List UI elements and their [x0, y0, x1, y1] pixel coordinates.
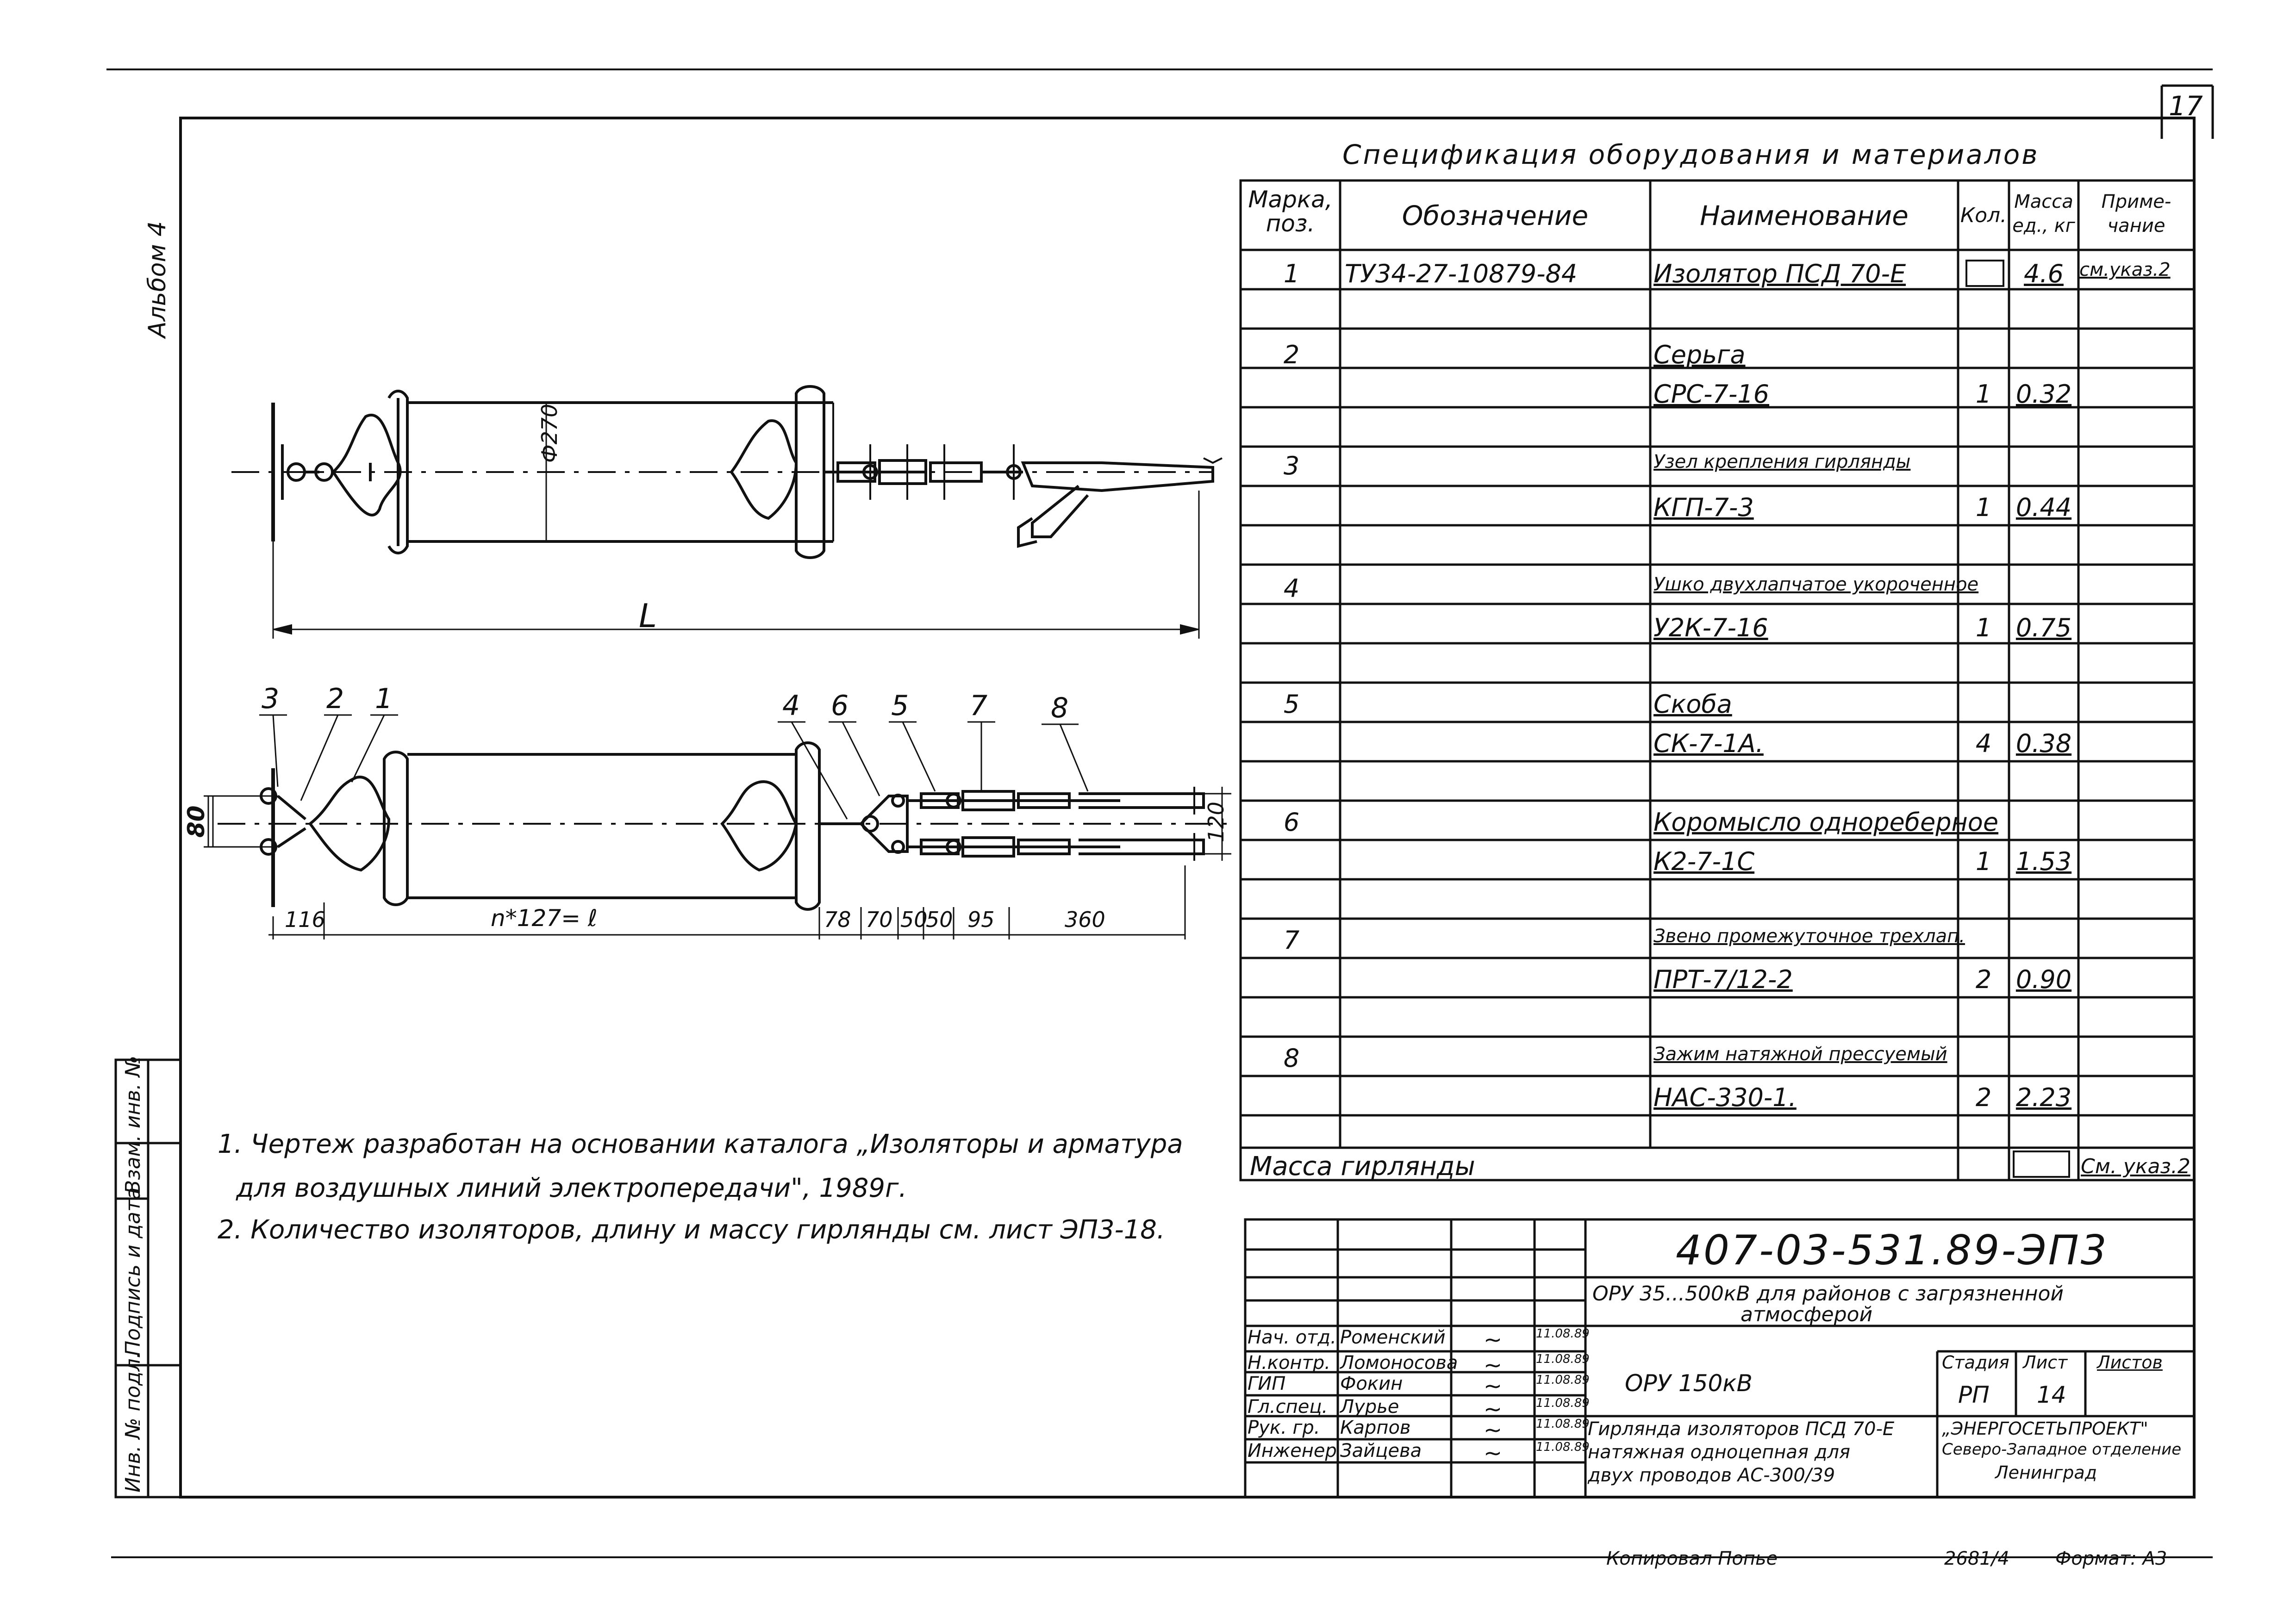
- top-length-label: L: [639, 597, 657, 635]
- signature-sign: ~: [1483, 1417, 1503, 1443]
- copied-by: Копировал Попье: [1606, 1548, 1778, 1569]
- signature-role: Н.контр.: [1248, 1352, 1330, 1374]
- spec-cell-name: СРС-7-16: [1653, 379, 1770, 409]
- spec-cell-name: К2-7-1С: [1653, 847, 1755, 876]
- dim-50b: 50: [926, 907, 953, 932]
- callout-3: 3: [262, 683, 280, 715]
- spec-cell-qty: 1: [1975, 493, 1992, 522]
- spec-cell-mark: 5: [1283, 690, 1300, 719]
- sheet-label: Лист: [2023, 1352, 2068, 1373]
- callout-1: 1: [375, 683, 393, 715]
- spec-cell-name: Серьга: [1653, 340, 1746, 369]
- spec-cell-mark: 8: [1283, 1044, 1300, 1073]
- callout-4: 4: [782, 690, 800, 722]
- spec-cell-name: У2К-7-16: [1653, 613, 1768, 642]
- stage-value: РП: [1958, 1381, 1990, 1408]
- spec-cell-qty: 1: [1975, 847, 1992, 876]
- dim-70: 70: [866, 907, 893, 932]
- spec-cell-name: НАС-330-1.: [1653, 1083, 1797, 1112]
- spec-cell-name: ПРТ-7/12-2: [1653, 965, 1793, 994]
- spec-cell-mark: 3: [1283, 451, 1300, 480]
- callout-5: 5: [891, 690, 909, 722]
- spec-cell-mass: 2.23: [2015, 1083, 2072, 1112]
- format-label: Формат: А3: [2055, 1548, 2167, 1569]
- org-line1: „ЭНЕРГОСЕТЬПРОЕКТ": [1942, 1418, 2148, 1439]
- spec-cell-mass: 1.53: [2015, 847, 2072, 876]
- spec-cell-mark: 4: [1283, 574, 1300, 603]
- signature-sign: ~: [1483, 1352, 1503, 1378]
- org-line3: Ленинград: [1995, 1462, 2097, 1483]
- signature-sign: ~: [1483, 1440, 1503, 1466]
- spec-cell-name: Звено промежуточное трехлап.: [1653, 926, 1965, 947]
- signature-name: Зайцева: [1340, 1440, 1422, 1461]
- signature-date: 11.08.89: [1536, 1417, 1590, 1431]
- callout-7: 7: [970, 690, 988, 722]
- stamp-signature-date: Подпись и дата: [121, 1187, 145, 1356]
- spec-header-mass: Масса ед., кг: [2012, 191, 2075, 236]
- spec-cell-name: Узел крепления гирлянды: [1653, 451, 1911, 473]
- dim-120: 120: [1204, 802, 1229, 842]
- spec-cell-designation: ТУ34-27-10879-84: [1345, 259, 1578, 288]
- sheet-number: 17: [2169, 90, 2203, 122]
- signature-name: Роменский: [1340, 1327, 1446, 1348]
- spec-total-note: См. указ.2: [2081, 1155, 2190, 1178]
- spec-cell-mass: 0.38: [2015, 729, 2072, 758]
- spec-header-name: Наименование: [1700, 200, 1909, 231]
- spec-cell-name: Зажим натяжной прессуемый: [1653, 1044, 1947, 1065]
- dim-80: 80: [183, 805, 210, 838]
- drawing-title-3: двух проводов АС-300/39: [1588, 1465, 1835, 1486]
- signature-role: ГИП: [1248, 1373, 1286, 1394]
- signature-sign: ~: [1483, 1396, 1503, 1422]
- signature-date: 11.08.89: [1536, 1352, 1590, 1366]
- spec-cell-mass: 0.75: [2015, 613, 2072, 642]
- signature-role: Инженер: [1248, 1440, 1337, 1461]
- spec-header-qty: Кол.: [1960, 204, 2007, 227]
- spec-cell-note: см.указ.2: [2079, 259, 2171, 280]
- spec-cell-qty: 1: [1975, 379, 1992, 409]
- callout-8: 8: [1051, 692, 1069, 724]
- signature-sign: ~: [1483, 1327, 1503, 1353]
- spec-cell-qty: 1: [1975, 613, 1992, 642]
- dim-50a: 50: [900, 907, 928, 932]
- dim-78: 78: [824, 907, 851, 932]
- stage-label: Стадия: [1942, 1352, 2009, 1373]
- spec-title: Спецификация оборудования и материалов: [1342, 139, 2040, 170]
- signature-sign: ~: [1483, 1373, 1503, 1399]
- bottom-code: 2681/4: [1944, 1548, 2009, 1569]
- callout-6: 6: [831, 690, 849, 722]
- note-1-line2: для воздушных линий электропередачи", 1989г.: [236, 1173, 907, 1203]
- spec-total-label: Масса гирлянды: [1250, 1151, 1475, 1181]
- signature-date: 11.08.89: [1536, 1440, 1590, 1454]
- spec-cell-mass: 0.90: [2015, 965, 2072, 994]
- signature-role: Гл.спец.: [1248, 1396, 1328, 1418]
- spec-header-note: Приме-чание: [2101, 191, 2171, 236]
- doc-number: 407-03-531.89-ЭП3: [1676, 1226, 2109, 1274]
- signature-name: Карпов: [1340, 1417, 1411, 1438]
- dim-360: 360: [1065, 907, 1105, 932]
- sheets-label: Листов: [2097, 1352, 2163, 1373]
- spec-cell-mark: 6: [1283, 808, 1300, 837]
- dim-n127: n*127= ℓ: [491, 905, 598, 932]
- top-diameter-label: Ф270: [537, 404, 562, 463]
- drawing-title-2: натяжная одноцепная для: [1588, 1442, 1850, 1463]
- spec-cell-name: КГП-7-3: [1653, 493, 1754, 522]
- sheet-value: 14: [2037, 1381, 2066, 1408]
- album-label: Альбом 4: [144, 221, 171, 338]
- spec-cell-mass: 4.6: [2024, 259, 2064, 288]
- dim-116: 116: [285, 907, 325, 932]
- spec-cell-name: Ушко двухлапчатое укороченное: [1653, 574, 1979, 595]
- stamp-replace-inv: Взам. инв. №: [121, 1056, 145, 1194]
- spec-cell-mark: 7: [1283, 926, 1300, 955]
- signature-name: Ломоносова: [1340, 1352, 1458, 1374]
- spec-cell-qty: 2: [1975, 1083, 1992, 1112]
- spec-cell-qty: 4: [1975, 729, 1992, 758]
- signature-date: 11.08.89: [1536, 1327, 1590, 1341]
- project-line2: атмосферой: [1741, 1303, 1873, 1326]
- drawing-title-1: Гирлянда изоляторов ПСД 70-Е: [1588, 1418, 1895, 1440]
- spec-cell-mass: 0.32: [2015, 379, 2072, 409]
- spec-cell-name: Изолятор ПСД 70-Е: [1653, 259, 1906, 288]
- spec-cell-name: Скоба: [1653, 690, 1732, 719]
- note-2: 2. Количество изоляторов, длину и массу гирлянды см. лист ЭП3-18.: [218, 1215, 1165, 1245]
- project-line1: ОРУ 35...500кВ для районов с загрязненной: [1592, 1282, 2064, 1306]
- spec-cell-qty: 2: [1975, 965, 1992, 994]
- stamp-inv-no: Инв. № подл.: [121, 1352, 145, 1492]
- spec-cell-mark: 2: [1283, 340, 1300, 369]
- signature-date: 11.08.89: [1536, 1396, 1590, 1410]
- dim-95: 95: [967, 907, 995, 932]
- object-name: ОРУ 150кВ: [1625, 1370, 1753, 1397]
- spec-cell-mass: 0.44: [2015, 493, 2072, 522]
- signature-name: Фокин: [1340, 1373, 1403, 1394]
- signature-role: Рук. гр.: [1248, 1417, 1320, 1438]
- spec-cell-mark: 1: [1283, 259, 1300, 288]
- signature-date: 11.08.89: [1536, 1373, 1590, 1387]
- spec-cell-name: Коромысло однореберное: [1653, 808, 1999, 837]
- callout-2: 2: [326, 683, 344, 715]
- signature-name: Лурье: [1340, 1396, 1399, 1418]
- spec-header-designation: Обозначение: [1402, 200, 1589, 231]
- note-1-line1: 1. Чертеж разработан на основании каталога „Изоляторы и арматура: [218, 1129, 1183, 1159]
- signature-role: Нач. отд.: [1248, 1327, 1336, 1348]
- org-line2: Северо-Западное отделение: [1942, 1440, 2182, 1459]
- spec-header-mark: Марка, поз.: [1248, 186, 1333, 237]
- spec-cell-name: СК-7-1А.: [1653, 729, 1764, 758]
